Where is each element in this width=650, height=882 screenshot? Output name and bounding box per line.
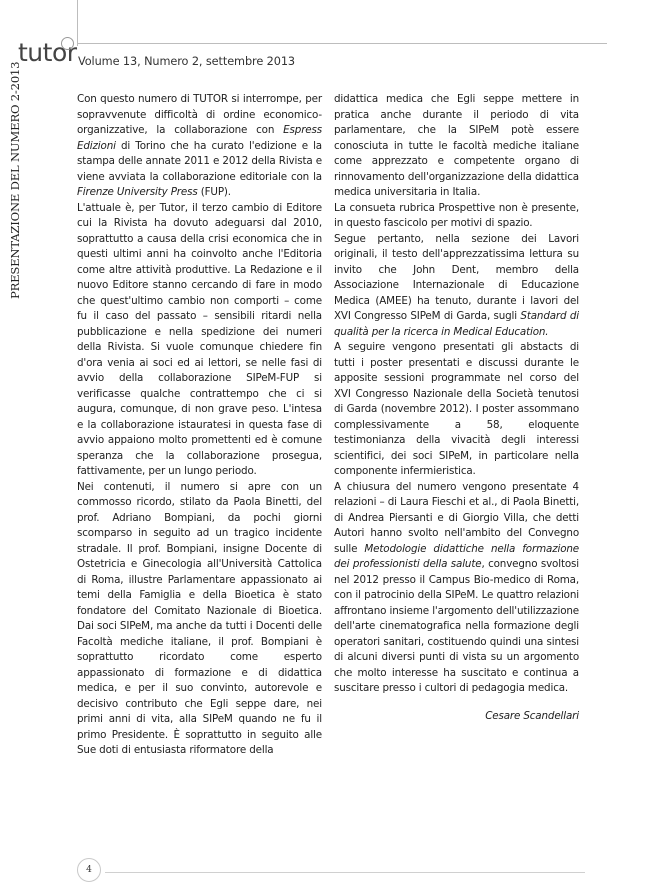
paragraph-lavori-originali: Segue pertanto, nella sezione dei Lavori originali, il testo dell'apprezzatissima lettura su invito che John Dent, membro della Associazione Internazionale di Educazione Medica (AMEE) ha tenuto, durante i lavori del XVI Congresso SIPeM di Garda, sugli Standard di qualità per la ricerca in Medical Education. [334, 232, 579, 338]
paragraph-intro: Con questo numero di TUTOR si interrompe, per sopravvenute difficoltà di ordine economico-organizzative, la collaborazione con Espress Edizioni di Torino che ha curato l'edizione e la stampa delle annate 2011 e 2012 della Rivista e viene avviata la collaborazione editoriale con la Firenze University Press (FUP). [77, 93, 322, 198]
paragraph-publisher-change: L'attuale è, per Tutor, il terzo cambio di Editore cui la Rivista ha dovuto adeguarsi dal 2010, soprattutto a causa della crisi economica che in questi ultimi anni ha coinvolto anche l'Editoria come altre attività produttive. La Redazione e il nuovo Editore stanno cercando di fare in modo che quest'ultimo cambio non comporti – come fu il caso del passato – sensibili ritardi nella pubblicazione e nella spedizione dei numeri della Rivista. Si vuole comunque chiedere fin d'ora venia ai soci ed ai lettori, se nelle fasi di avvio della collaborazione SIPeM-FUP si verificasse qualche contrattempo che ci si augura, comunque, di non grave peso. L'intesa e la collaborazione istauratesi in questa fase di avvio appaiono molto promettenti ed è comune speranza che la collaborazione prosegua, fattivamente, per un lungo periodo. [77, 201, 322, 477]
header-vertical-rule [77, 0, 78, 46]
paragraph-bompiani: Nei contenuti, il numero si apre con un commosso ricordo, stilato da Paola Binetti, del prof. Adriano Bompiani, da pochi giorni scomparso in seguito ad un tragico incidente stradale. Il prof. Bompiani, insigne Docente di Ostetricia e Ginecologia all'Università Cattolica di Roma, illustre Parlamentare appassionato ai temi della Famiglia e della Bioetica è stato fondatore del Comitato Nazionale di Bioetica. Dai soci SIPeM, ma anche da tutti i Docenti delle Facoltà mediche italiane, il prof. Bompiani è soprattutto ricordato come esperto appassionato di formazione e di didattica medica, e per il suo convinto, autorevole e decisivo contributo che Egli seppe dare, nei primi anni di vita, alla SIPeM quando ne fu il primo Presidente. È soprattutto in seguito alle Sue doti di entusiasta riformatore della [77, 480, 322, 756]
issue-info: Volume 13, Numero 2, settembre 2013 [78, 55, 296, 68]
right-text-column [334, 92, 579, 724]
convegno-title: Metodologie didattiche nella formazione dei professionisti della salute [334, 542, 579, 570]
paragraph-prospettive: La consueta rubrica Prospettive non è presente, in questo fascicolo per motivi di spazio. [334, 201, 579, 229]
paragraph-bompiani-cont: didattica medica che Egli seppe mettere in pratica anche durante il periodo di vita parlamentare, che la SIPeM potè essere conosciuta in tutte le facoltà mediche italiane come apprezzato e competente organo di rinnovamento dell'organizzazione della didattica medica universitaria in Italia. [334, 93, 579, 198]
author-signature: Cesare Scandellari [485, 709, 579, 722]
logo-circle-mark [61, 37, 74, 50]
header-horizontal-rule [77, 43, 607, 44]
publisher-old: Espress Edizioni [77, 124, 322, 152]
paragraph-relazioni: A chiusura del numero vengono presentate 4 relazioni – di Laura Fieschi et al., di Paola Binetti, di Andrea Piersanti e di Giorgio Villa, che detti Autori hanno svolto nell'ambito del Convegno sulle Metodologie didattiche nella formazione dei professionisti della salute, convegno svoltosi nel 2012 presso il Campus Bio-medico di Roma, con il patrocinio della SIPeM. Le quattro relazioni affrontano insieme l'argomento dell'utilizzazione dell'arte cinematografica nella formazione degli operatori sanitari, costituendo quindi una sintesi di alcuni diversi punti di vista su un argomento che molto interesse ha suscitato e continua a suscitare presso i cultori di pedagogia medica. [334, 480, 579, 694]
side-section-title-text: PRESENTAZIONE DEL NUMERO 2-2013 [8, 61, 22, 299]
footer-rule [105, 872, 585, 873]
lecture-title: Standard di qualità per la ricerca in Medical Education. [334, 310, 579, 338]
side-section-title [8, 61, 34, 299]
journal-logo: tutor [18, 38, 77, 67]
left-text-column [77, 92, 322, 759]
publisher-new: Firenze University Press [77, 186, 198, 198]
page-number: 4 [77, 858, 101, 882]
paragraph-poster: A seguire vengono presentati gli abstacts di tutti i poster presentati e discussi durante le apposite sessioni programmate nel corso del XVI Congresso Nazionale della Società tenutosi di Garda (novembre 2012). I poster assommano complessivamente a 58, eloquente testimonianza della vivacità degli interessi scientifici, dei soci SIPeM, in particolare nella componente infermieristica. [334, 341, 579, 477]
